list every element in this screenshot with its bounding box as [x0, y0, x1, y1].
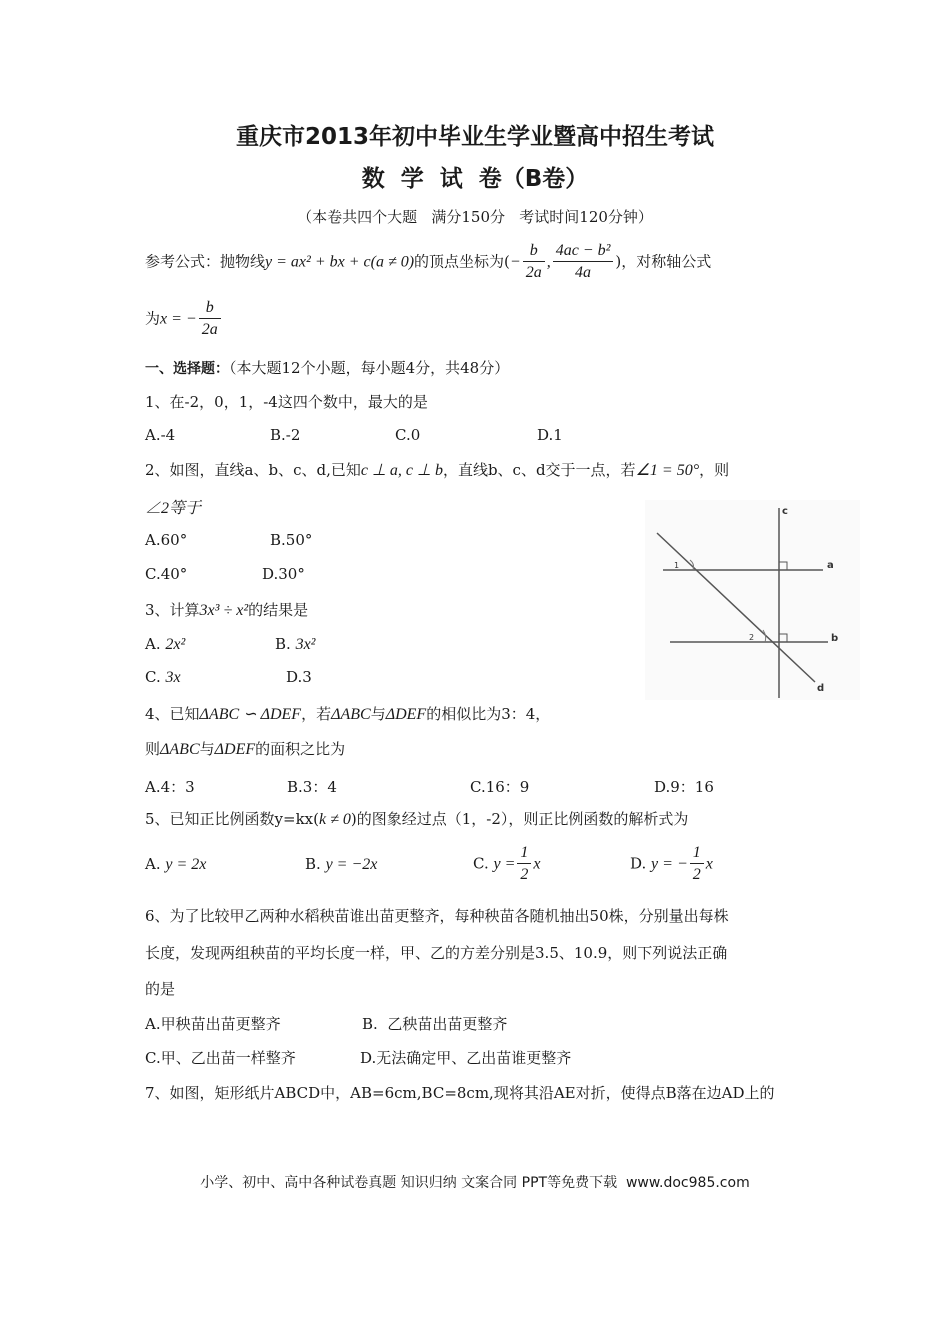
similar-triangles: ΔABC ∽ ΔDEF: [199, 706, 302, 723]
q6-option-c: C.甲、乙出苗一样整齐: [145, 1049, 296, 1067]
parabola-expression: y = ax² + bx + c(a ≠ 0): [265, 253, 415, 271]
q6-option-d: D.无法确定甲、乙出苗谁更整齐: [360, 1049, 572, 1067]
q2-option-d: D.30°: [262, 565, 305, 583]
q1-option-b: B.-2: [270, 426, 301, 444]
formula-prefix: 参考公式：抛物线: [145, 252, 266, 271]
page-footer: 小学、初中、高中各种试卷真题 知识归纳 文案合同 PPT等免费下载 www.doc985.com: [200, 1175, 750, 1191]
perpendicular-condition: c ⊥ a, c ⊥ b: [360, 462, 443, 479]
q2-option-b: B.50°: [270, 531, 313, 549]
question-4-stem: 4、已知ΔABC ∽ ΔDEF，若ΔABC与ΔDEF的相似比为3：4，: [145, 705, 551, 723]
q2-option-c: C.40°: [145, 565, 188, 583]
q3-option-b: B. 3x²: [275, 635, 316, 653]
question-4-stem-line2: 则ΔABC与ΔDEF的面积之比为: [145, 740, 346, 758]
label-c: c: [782, 506, 788, 517]
q5-option-b: B. y = −2x: [305, 855, 378, 873]
division-expression: 3x³ ÷ x²: [199, 602, 249, 619]
q5-option-a: A. y = 2x: [145, 855, 207, 873]
q6-option-a: A.甲秧苗出苗更整齐: [145, 1015, 281, 1033]
q3-option-a: A. 2x²: [145, 635, 186, 653]
angle-1-value: ∠1 = 50°: [635, 462, 700, 479]
k-nonzero: k ≠ 0: [319, 811, 351, 828]
question-2-stem: 2、如图，直线a、b、c、d,已知c ⊥ a, c ⊥ b，直线b、c、d交于一点，若∠1 = 50°，则: [145, 461, 730, 479]
question-6-line3: 的是: [145, 980, 176, 998]
section-description: （本大题12个小题，每小题4分，共48分）: [229, 359, 510, 377]
q1-option-d: D.1: [537, 426, 563, 444]
question-7-line1: 7、如图，矩形纸片ABCD中，AB=6cm,BC=8cm,现将其沿AE对折，使得点B落在边AD上的: [145, 1084, 775, 1102]
axis-prefix: 为: [145, 309, 161, 328]
reference-formula: 参考公式：抛物线y = ax² + bx + c(a ≠ 0)的顶点坐标为(− $\frac{b}{2a}$ , $\frac{\text{4ac − b²}}{4a}$ )，对称轴公式: [145, 241, 711, 284]
axis-formula: [145, 298, 223, 341]
exam-subtitle: 数 学 试 卷（B卷）: [361, 166, 589, 192]
question-6-line2: 长度，发现两组秧苗的平均长度一样，甲、乙的方差分别是3.5、10.9，则下列说法正确: [145, 944, 728, 962]
question-6-line1: 6、为了比较甲乙两种水稻秧苗谁出苗更整齐，每种秧苗各随机抽出50株，分别量出每株: [145, 907, 729, 925]
section-heading: [145, 357, 509, 378]
q5-option-d: D. y = − $\frac{1}{2}$ x: [630, 844, 713, 883]
exam-title: 重庆市2013年初中毕业生学业暨高中招生考试: [235, 124, 714, 150]
vertex-text: 的顶点坐标为(: [414, 252, 510, 271]
q4-option-a: A.4：3: [145, 778, 195, 796]
label-angle-2: 2: [749, 633, 755, 642]
axis-text: )，对称轴公式: [615, 252, 712, 271]
question-3-stem: 3、计算3x³ ÷ x²的结果是: [145, 601, 309, 619]
axis-fraction: $\frac{b}{2a}$: [199, 298, 221, 341]
q5-option-c: C. y = $\frac{1}{2}$ x: [473, 844, 541, 883]
label-a: a: [827, 560, 834, 571]
q1-option-a: A.-4: [145, 426, 176, 444]
label-d: d: [817, 683, 825, 694]
q1-option-c: C.0: [395, 426, 421, 444]
q3-option-d: D.3: [286, 668, 312, 686]
geometry-figure: [645, 500, 860, 700]
q2-option-a: A.60°: [145, 531, 188, 549]
q6-option-b: B. 乙秧苗出苗更整齐: [362, 1015, 508, 1033]
q4-option-b: B.3：4: [287, 778, 337, 796]
section-label: 一、选择题：: [145, 361, 229, 377]
question-5-stem: 5、已知正比例函数y=kx(k ≠ 0)的图象经过点（1，-2），则正比例函数的解析式为: [145, 810, 689, 828]
q4-option-c: C.16：9: [470, 778, 530, 796]
q4-option-d: D.9：16: [654, 778, 714, 796]
label-angle-1: 1: [674, 561, 680, 570]
question-1-stem: 1、在-2，0，1，-4这四个数中，最大的是: [145, 393, 428, 411]
figure-background: [645, 500, 860, 700]
axis-x: x = −: [160, 310, 197, 328]
label-b: b: [831, 633, 839, 644]
exam-info: （本卷共四个大题 满分150分 考试时间120分钟）: [297, 208, 653, 226]
question-2-stem-line2: ∠2等于: [145, 500, 202, 517]
vertex-x-fraction: $\frac{b}{2a}$: [523, 241, 545, 284]
q3-option-c: C. 3x: [145, 668, 181, 686]
vertex-y-fraction: $\frac{\text{4ac − b²}}{4a}$: [553, 241, 614, 284]
